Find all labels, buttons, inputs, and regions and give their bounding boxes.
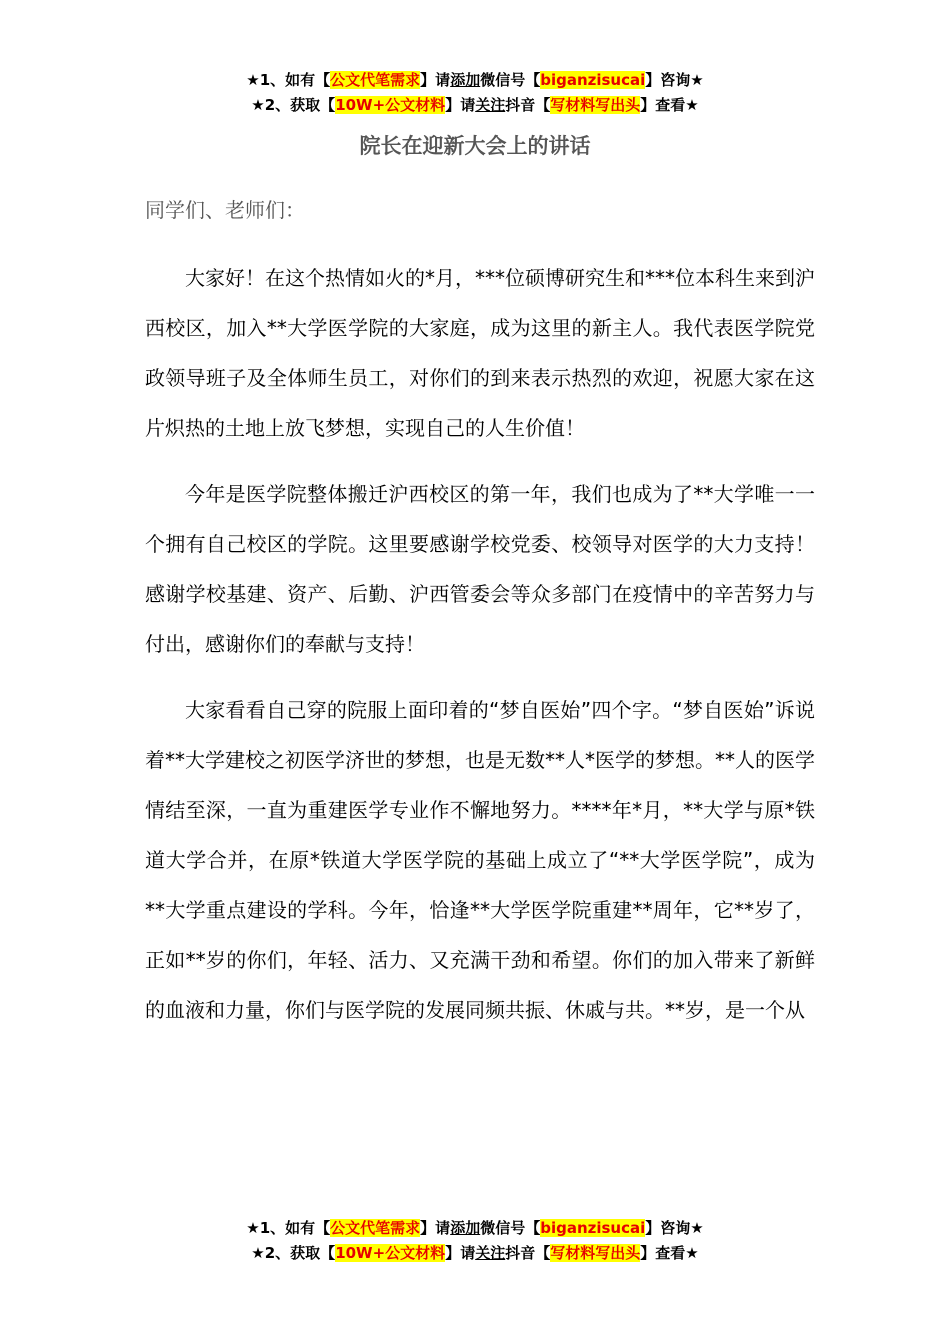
document-title: 院长在迎新大会上的讲话 — [359, 134, 591, 158]
paragraph-2: 今年是医学院整体搬迁沪西校区的第一年，我们也成为了**大学唯一一个拥有自己校区的学院。这里要感谢学校党委、校领导对医学的大力支持！感谢学校基建、资产、后勤、沪西管委会等众多部门在疫情中的辛苦努力与付出，感谢你们的奉献与支持！ — [145, 482, 815, 656]
banner-highlight: 公文代笔需求 — [330, 1219, 421, 1237]
paragraph-3: 大家看看自己穿的院服上面印着的“梦自医始”四个字。“梦自医始”诉说着**大学建校之初医学济世的梦想，也是无数**人*医学的梦想。**人的医学情结至深，一直为重建医学专业作不懈地努力。****年*月，**大学与原*铁道大学合并，在原*铁道大学医学院的基础上成立了“**大学医学院”，成为**大学重点建设的学科。今年，恰逢**大学医学院重建**周年，它**岁了，正如**岁的你们，年轻、活力、又充满干劲和希望。你们的加入带来了新鲜的血液和力量，你们与医学院的发展同频共振、休戚与共。**岁，是一个从 — [145, 698, 815, 1022]
paragraph-1: 大家好！在这个热情如火的*月，***位硕博研究生和***位本科生来到沪西校区，加入**大学医学院的大家庭，成为这里的新主人。我代表医学院党政领导班子及全体师生员工，对你们的到来表示热烈的欢迎，祝愿大家在这片炽热的土地上放飞梦想，实现自己的人生价值！ — [145, 266, 815, 440]
header-banner — [0, 68, 950, 118]
banner-line-1: ★1、如有【公文代笔需求】请添加微信号【biganzisucai】咨询★ — [246, 71, 704, 89]
banner-highlight: biganzisucai — [540, 1219, 646, 1237]
banner-highlight: 写材料写出头 — [550, 1244, 641, 1262]
banner-line-1: ★1、如有【公文代笔需求】请添加微信号【biganzisucai】咨询★ — [246, 1219, 704, 1237]
banner-highlight: biganzisucai — [540, 71, 646, 89]
banner-highlight: 10W+公文材料 — [335, 96, 446, 114]
footer-banner — [0, 1216, 950, 1266]
banner-highlight: 公文代笔需求 — [330, 71, 421, 89]
banner-line-2: ★2、获取【10W+公文材料】请关注抖音【写材料写出头】查看★ — [251, 96, 699, 114]
greeting: 同学们、老师们： — [145, 198, 305, 222]
banner-highlight: 10W+公文材料 — [335, 1244, 446, 1262]
banner-line-2: ★2、获取【10W+公文材料】请关注抖音【写材料写出头】查看★ — [251, 1244, 699, 1262]
document-body — [145, 253, 815, 1051]
banner-highlight: 写材料写出头 — [550, 96, 641, 114]
